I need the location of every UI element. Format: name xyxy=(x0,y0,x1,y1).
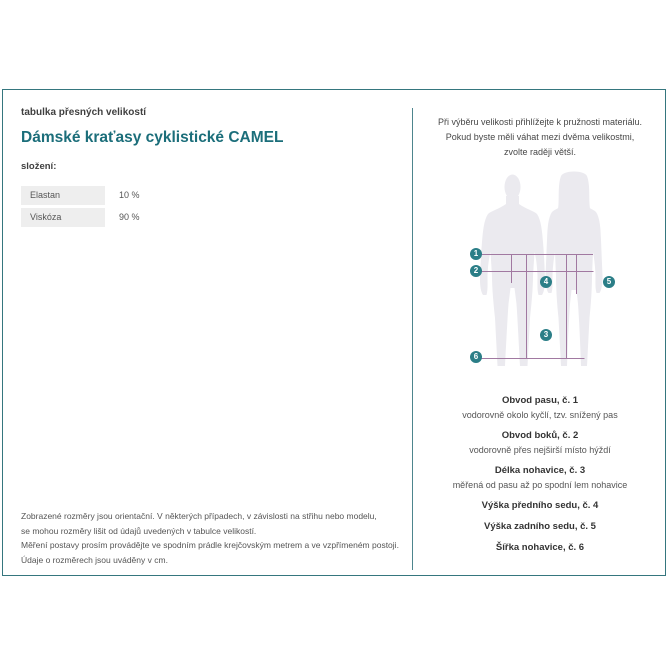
marker-5: 5 xyxy=(603,276,615,288)
list-item xyxy=(413,541,667,555)
advice-line: Pokud byste měli váhat mezi dvěma velikostmi, xyxy=(445,132,635,142)
body-silhouettes-figure xyxy=(451,166,669,378)
measurement-diagram xyxy=(451,166,669,378)
list-item xyxy=(413,429,667,457)
size-disclaimer xyxy=(21,509,401,567)
measurement-desc: měřená od pasu až po spodní lem nohavice xyxy=(452,480,628,490)
measurement-title: Obvod boků, č. 2 xyxy=(501,430,579,441)
material-name: Elastan xyxy=(21,186,105,205)
right-body-silhouette xyxy=(545,172,602,367)
product-title: Dámské kraťasy cyklistické CAMEL xyxy=(21,129,284,146)
advice-line: Při výběru velikosti přihlížejte k pružnosti materiálu. xyxy=(437,117,643,127)
table-row xyxy=(21,186,179,205)
disclaimer-line: Měření postavy prosím provádějte ve spodním prádle krejčovským metrem a ve vzpřímeném postoji. xyxy=(21,540,399,550)
measurement-list xyxy=(413,394,667,562)
advice-line: zvolte raději větší. xyxy=(503,147,577,157)
marker-6: 6 xyxy=(470,351,482,363)
material-name: Viskóza xyxy=(21,208,105,227)
disclaimer-line: se mohou rozměry lišit od údajů uvedených v tabulce velikostí. xyxy=(21,525,257,536)
measurement-title: Obvod pasu, č. 1 xyxy=(501,395,579,406)
disclaimer-line: Údaje o rozměrech jsou uváděny v cm. xyxy=(21,554,168,565)
measurement-title: Délka nohavice, č. 3 xyxy=(494,465,586,476)
marker-4: 4 xyxy=(540,276,552,288)
disclaimer-line: Zobrazené rozměry jsou orientační. V některých případech, v závislosti na střihu nebo modelu, xyxy=(21,511,377,521)
size-advice xyxy=(413,115,667,160)
material-value: 10 % xyxy=(119,190,140,200)
measurement-title: Výška zadního sedu, č. 5 xyxy=(484,521,596,532)
marker-1: 1 xyxy=(470,248,482,260)
measurement-title: Šířka nohavice, č. 6 xyxy=(495,542,585,553)
table-kicker: tabulka přesných velikostí xyxy=(21,107,147,118)
composition-table xyxy=(21,183,179,230)
marker-2: 2 xyxy=(470,265,482,277)
table-row xyxy=(21,208,179,227)
list-item xyxy=(413,464,667,492)
measurement-desc: vodorovně přes nejširší místo hýždí xyxy=(469,445,611,455)
left-body-silhouette xyxy=(480,175,545,367)
measurement-title: Výška předního sedu, č. 4 xyxy=(481,500,599,511)
list-item xyxy=(413,394,667,422)
list-item xyxy=(413,520,667,534)
material-value: 90 % xyxy=(119,212,140,222)
composition-label: složení: xyxy=(21,161,57,172)
size-chart-panel xyxy=(2,89,666,576)
marker-3: 3 xyxy=(540,329,552,341)
measurement-desc: vodorovně okolo kyčlí, tzv. snížený pas xyxy=(462,410,618,420)
list-item xyxy=(413,499,667,513)
